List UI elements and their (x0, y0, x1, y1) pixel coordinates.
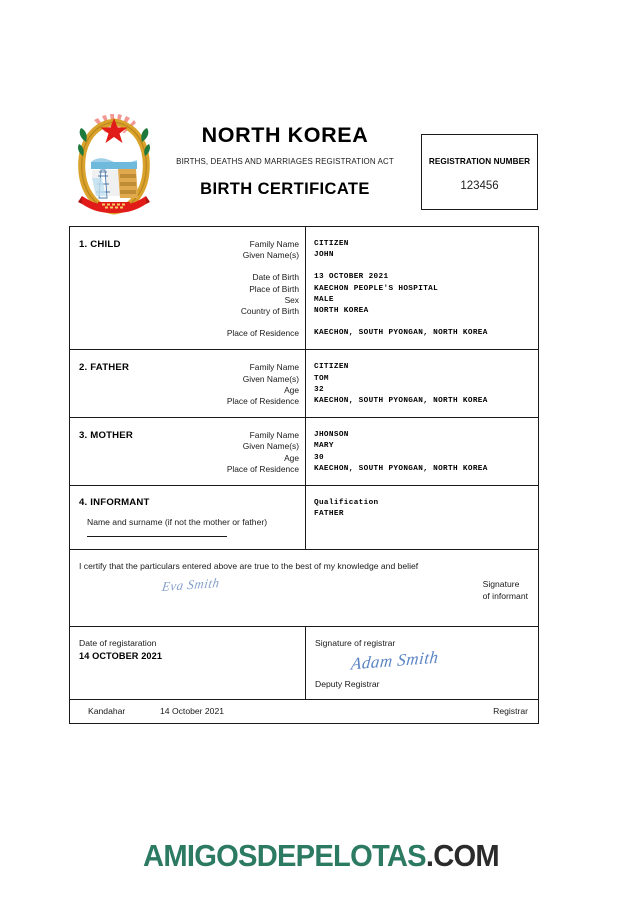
section-informant (70, 486, 538, 550)
child-country-of-birth-value: NORTH KOREA (314, 307, 369, 316)
section-father (70, 350, 538, 418)
child-value-list (306, 227, 538, 349)
registration-date-value: 14 OCTOBER 2021 (79, 651, 163, 662)
father-place-of-residence-value: KAECHON, SOUTH PYONGAN, NORTH KOREA (314, 397, 488, 406)
mother-given-names-label: Given Name(s) (242, 441, 299, 452)
father-family-name-value: CITIZEN (314, 363, 349, 372)
mother-place-of-residence-value: KAECHON, SOUTH PYONGAN, NORTH KOREA (314, 464, 488, 473)
informant-qualification-value: FATHER (314, 510, 344, 519)
mother-labels-column (70, 418, 306, 485)
country-name: NORTH KOREA (201, 123, 369, 147)
spacer (70, 317, 299, 328)
child-place-of-residence-value: KAECHON, SOUTH PYONGAN, NORTH KOREA (314, 329, 488, 338)
document-title: BIRTH CERTIFICATE (200, 180, 370, 198)
father-values-column (306, 350, 538, 417)
section-child (70, 227, 538, 350)
informant-signature-label-line1: Signature (482, 579, 520, 590)
informant-section-title: 4. INFORMANT (79, 497, 150, 509)
registration-date-column (70, 627, 306, 699)
registration-number-value: 123456 (460, 180, 499, 192)
section-mother (70, 418, 538, 486)
child-country-of-birth-label: Country of Birth (240, 306, 299, 317)
mother-values-column (306, 418, 538, 485)
certification-statement: I certify that the particulars entered above are true to the best of my knowledge and belief (79, 561, 419, 572)
spacer (314, 317, 538, 328)
mother-place-of-residence-label: Place of Residence (226, 463, 299, 474)
child-date-of-birth-label: Date of Birth (252, 272, 299, 283)
mother-label-list (70, 418, 305, 485)
child-sex-label: Sex (284, 294, 299, 305)
informant-signature-label-line2: of informant (482, 590, 528, 601)
registrar-signature-column (306, 627, 538, 699)
north-korea-state-emblem-icon (74, 112, 154, 216)
father-section-title: 2. FATHER (79, 362, 130, 374)
act-subtitle: BIRTHS, DEATHS AND MARRIAGES REGISTRATION ACT (176, 157, 394, 166)
father-family-name-label: Family Name (249, 362, 299, 373)
mother-value-list (306, 418, 538, 485)
child-place-of-birth-label: Place of Birth (249, 283, 299, 294)
mother-age-value: 30 (314, 453, 324, 462)
registration-number-box (421, 134, 538, 210)
footer-registrar-role: Registrar (493, 706, 528, 717)
child-sex-value: MALE (314, 295, 334, 304)
father-age-label: Age (284, 384, 299, 395)
deputy-registrar-label: Deputy Registrar (315, 679, 380, 690)
informant-qualification-list (306, 486, 538, 530)
informant-signature: Eva Smith (161, 574, 221, 595)
watermark-brand: AMIGOSDEPELOTAS (143, 838, 426, 873)
child-place-of-residence-label: Place of Residence (226, 328, 299, 339)
father-place-of-residence-label: Place of Residence (226, 396, 299, 407)
footer-date: 14 October 2021 (160, 706, 225, 717)
informant-name-input[interactable] (87, 536, 227, 537)
father-label-list (70, 350, 305, 417)
section-certification (70, 550, 538, 627)
child-family-name-label: Family Name (249, 239, 299, 249)
child-given-names-value: JOHN (314, 251, 334, 260)
mother-section-title: 3. MOTHER (79, 430, 134, 442)
spacer (314, 261, 538, 272)
child-family-name-value: CITIZEN (314, 240, 349, 248)
father-age-value: 32 (314, 385, 324, 394)
informant-qualification-column (306, 486, 538, 549)
certificate-header (69, 108, 539, 220)
mother-given-names-value: MARY (314, 442, 334, 451)
informant-qualification-label: Qualification (314, 499, 379, 508)
child-given-names-label: Given Name(s) (242, 250, 299, 261)
spacer (70, 261, 299, 272)
header-titles (161, 122, 409, 199)
father-given-names-label: Given Name(s) (242, 373, 299, 384)
mother-age-label: Age (284, 452, 299, 463)
father-given-names-value: TOM (314, 374, 329, 383)
section-footer (70, 700, 538, 723)
registrar-signature: Adam Smith (350, 647, 440, 674)
certificate-body (69, 226, 539, 724)
informant-name-prompt: Name and surname (if not the mother or father) (87, 517, 268, 528)
child-section-title: 1. CHILD (79, 239, 121, 250)
child-place-of-birth-value: KAECHON PEOPLE'S HOSPITAL (314, 284, 439, 293)
registration-number-label: REGISTRATION NUMBER (428, 157, 531, 166)
section-registration (70, 627, 538, 700)
mother-family-name-label: Family Name (249, 430, 299, 441)
informant-name-column (70, 486, 306, 549)
informant-signature-label (483, 579, 528, 602)
mother-family-name-value: JHONSON (314, 431, 349, 440)
child-labels-column (70, 227, 306, 349)
father-labels-column (70, 350, 306, 417)
child-values-column (306, 227, 538, 349)
watermark-tld: .COM (425, 838, 499, 873)
site-watermark (19, 838, 622, 874)
registration-date-label: Date of registaration (79, 638, 157, 649)
father-value-list (306, 350, 538, 417)
footer-place: Kandahar (88, 706, 126, 717)
child-date-of-birth-value: 13 OCTOBER 2021 (314, 273, 389, 282)
registrar-signature-label: Signature of registrar (315, 638, 396, 649)
